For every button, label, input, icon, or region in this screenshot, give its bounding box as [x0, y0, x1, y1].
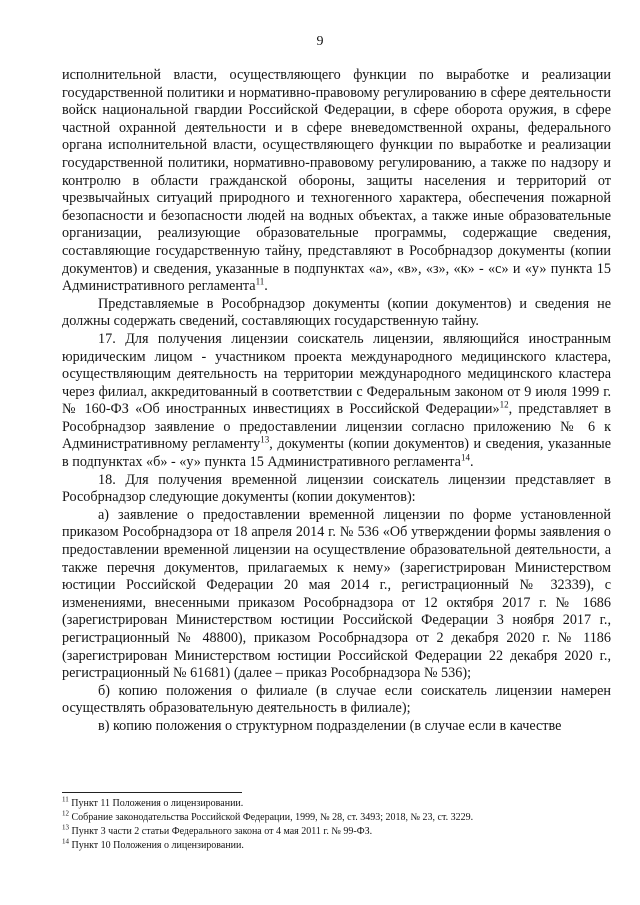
footnote-number: 12: [62, 809, 69, 818]
footnote-divider: [62, 792, 242, 793]
footnote: [62, 825, 611, 838]
footnote-ref: 12: [499, 399, 509, 410]
paragraph-text: .: [469, 454, 474, 471]
paragraph-18b: б) копию положения о филиале (в случае если соискатель лицензии намерен осуществлять образовательную деятельность в филиале);: [62, 682, 611, 717]
paragraph-text: , представляет в Рособрнадзор заявление о предоставлении лицензии согласно приложению № 6 к Административному регламенту: [62, 401, 611, 453]
footnote-ref: 14: [460, 452, 470, 463]
paragraph-18a: а) заявление о предоставлении временной лицензии по форме установленной приказом Рособрнадзора от 18 апреля 2014 г. № 536 «Об утверждении формы заявления о предоставлении временной лицензии на осуществление образовательной деятельности, а также перечня документов, прилагаемых к нему» (зарегистрирован Министерством юстиции Российской Федерации 20 мая 2014 г., регистрационный № 32339), с изменениями, внесенными приказом Рособрнадзора от 12 октября 2017 г. № 1686 (зарегистрирован Министерством юстиции Российской Федерации 3 ноября 2017 г., регистрационный № 48800), приказом Рособрнадзора от 2 декабря 2020 г. № 1186 (зарегистрирован Министерством юстиции Российской Федерации 22 декабря 2020 г., регистрационный № 61681) (далее – приказ Рособрнадзора № 536);: [62, 506, 611, 682]
paragraph-text: , документы (копии документов) и сведения, указанные в подпунктах «б» - «у» пункта 15 Административного регламента: [62, 436, 612, 471]
footnote-ref: 11: [255, 276, 265, 287]
paragraph-text: исполнительной власти, осуществляющего функции по выработке и реализации государственной политики и нормативно-правовому регулированию в сфере деятельности войск национальной гвардии Российской Федерации, в сфере оборота оружия, в сфере частной охранной деятельности и в сфере вневедомственной охраны, федерального органа исполнительной власти, осуществляющего функции по выработке и реализации государственной политики, нормативно-правовому регулированию, а также по надзору и контролю в области гражданской обороны, защиты населения и территорий от чрезвычайных ситуаций природного и техногенного характера, обеспечения пожарной безопасности и безопасности людей на водных объектах, а также иные образовательные организации, реализующие образовательные программы, содержащие сведения, составляющие государственную тайну, представляют в Рособрнадзор документы (копии документов) и сведения, указанные в подпунктах «а», «в», «з», «к» - «с» и «у» пункта 15 Административного регламента: [62, 67, 611, 295]
footnotes: [62, 797, 611, 853]
footnote-number: 11: [62, 795, 69, 804]
document-body: [62, 67, 611, 736]
paragraph-text: 17. Для получения лицензии соискатель лицензии, являющийся иностранным юридическим лицом - участником проекта международного медицинского кластера, осуществляющим деятельность на территории международного медицинского кластера через филиал, аккредитованный в соответствии с Федеральным законом от 9 июля 1999 г. № 160-ФЗ «Об иностранных инвестициях в Российской Федерации»: [62, 330, 611, 418]
paragraph-continuation: исполнительной власти, осуществляющего функции по выработке и реализации государственной политики и нормативно-правовому регулированию в сфере деятельности войск национальной гвардии Российской Федерации, в сфере оборота оружия, в сфере частной охранной деятельности и в сфере вневедомственной охраны, федерального органа исполнительной власти, осуществляющего функции по выработке и реализации государственной политики, нормативно-правовому регулированию, а также по надзору и контролю в области гражданской обороны, защиты населения и территорий от чрезвычайных ситуаций природного и техногенного характера, обеспечения пожарной безопасности и безопасности людей на водных объектах, а также иные образовательные организации, реализующие образовательные программы, содержащие сведения, составляющие государственную тайну, представляют в Рособрнадзор документы (копии документов) и сведения, указанные в подпунктах «а», «в», «з», «к» - «с» и «у» пункта 15 Административного регламента$^{11}$.: [62, 67, 611, 295]
footnote: [62, 797, 611, 810]
footnote-ref: 13: [260, 434, 270, 445]
footnote: [62, 811, 611, 824]
footnote-text: Пункт 10 Положения о лицензировании.: [71, 840, 244, 851]
footnote: [62, 839, 611, 852]
paragraph-secrecy: Представляемые в Рособрнадзор документы (копии документов) и сведения не должны содержать сведений, составляющих государственную тайну.: [62, 295, 611, 330]
footnote-number: 13: [62, 823, 69, 832]
paragraph-18: 18. Для получения временной лицензии соискатель лицензии представляет в Рособрнадзор следующие документы (копии документов):: [62, 471, 611, 506]
footnote-text: Пункт 11 Положения о лицензировании.: [71, 798, 244, 809]
page-number: 9: [316, 34, 324, 49]
footnote-number: 14: [62, 837, 69, 846]
footnote-text: Собрание законодательства Российской Федерации, 1999, № 28, ст. 3493; 2018, № 23, ст. 3229.: [71, 812, 474, 823]
footnote-text: Пункт 3 части 2 статьи Федерального закона от 4 мая 2011 г. № 99-ФЗ.: [71, 826, 373, 837]
paragraph-17: [62, 331, 611, 472]
paragraph-18c: в) копию положения о структурном подразделении (в случае если в качестве: [98, 717, 562, 734]
